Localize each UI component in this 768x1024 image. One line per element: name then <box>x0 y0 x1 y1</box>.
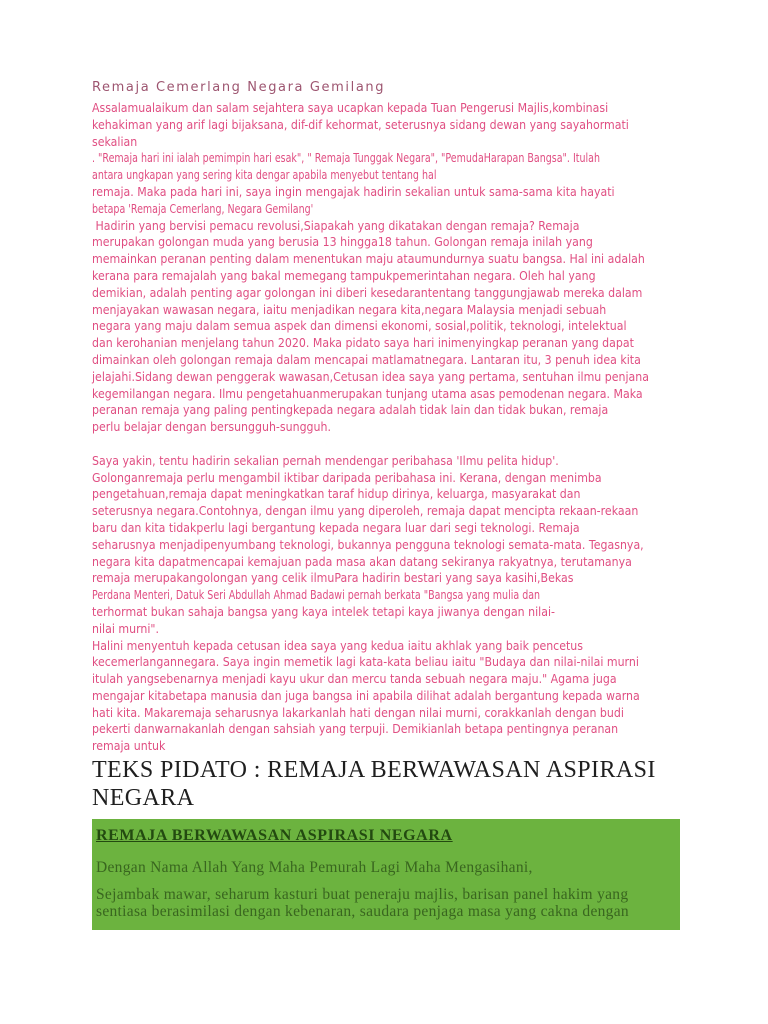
section-heading-line-2: NEGARA <box>92 784 195 811</box>
speech-line: dan kerohanian menjelang tahun 2020. Maka pidato saya hari inimenyingkap peranan yang dapat <box>92 335 634 351</box>
speech-line: . "Remaja hari ini ialah pemimpin hari esak", " Remaja Tunggak Negara", "PemudaHarapan Bangsa". Itulah <box>92 150 600 166</box>
speech-line: itulah yangsebenarnya menjadi kayu ukur dan mercu tanda sebuah negara maju." Agama juga <box>92 671 617 687</box>
speech-line: kehakiman yang arif lagi bijaksana, dif-dif kehormat, seterusnya sidang dewan yang sayahormati <box>92 116 629 132</box>
speech-line: remaja untuk <box>92 738 166 754</box>
speech-line: nilai murni". <box>92 620 159 636</box>
highlighted-section-paragraph-2: Sejambak mawar, seharum kasturi buat peneraju majlis, barisan panel hakim yang sentiasa berasimilasi dengan kebenaran, saudara penjaga masa yang cakna dengan <box>96 886 629 920</box>
speech-line: kegemilangan negara. Ilmu pengetahuanmerupakan tunjang utama asas pemodenan negara. Maka <box>92 385 643 401</box>
speech-line: Perdana Menteri, Datuk Seri Abdullah Ahmad Badawi pernah berkata "Bangsa yang mulia dan <box>92 587 541 603</box>
speech-line: antara ungkapan yang sering kita dengar apabila menyebut tentang hal <box>92 167 437 183</box>
section-heading <box>92 757 682 812</box>
speech-line: dimainkan oleh golongan remaja dalam mencapai matlamatnegara. Lantaran itu, 3 penuh idea kita <box>92 351 641 367</box>
speech-line: terhormat bukan sahaja bangsa yang kaya intelek tetapi kaya jiwanya dengan nilai- <box>92 603 556 619</box>
speech-line: betapa 'Remaja Cemerlang, Negara Gemilang' <box>92 200 314 216</box>
speech-line: sekalian <box>92 133 138 149</box>
section-heading-line-1: TEKS PIDATO : REMAJA BERWAWASAN ASPIRASI <box>92 757 656 784</box>
speech-line: seterusnya negara.Contohnya, dengan ilmu yang diperoleh, remaja dapat mencipta rekaan-rekaan <box>92 503 639 519</box>
highlighted-section-paragraph-1: Dengan Nama Allah Yang Maha Pemurah Lagi Maha Mengasihani, <box>96 859 533 877</box>
speech-line: kerana para remajalah yang bakal memegang tampukpemerintahan negara. Oleh hal yang <box>92 267 596 283</box>
speech-line <box>92 436 682 453</box>
speech-line: kecemerlangannegara. Saya ingin memetik lagi kata-kata beliau iaitu "Budaya dan nilai-nilai murni <box>92 654 639 670</box>
speech-line: jelajahi.Sidang dewan penggerak wawasan,Cetusan idea saya yang pertama, sentuhan ilmu penjana <box>92 368 649 384</box>
speech-line: peranan remaja yang paling pentingkepada negara adalah tidak lain dan tidak bukan, remaja <box>92 402 609 418</box>
speech-line: remaja merupakangolongan yang celik ilmuPara hadirin bestari yang saya kasihi,Bekas <box>92 570 574 586</box>
document-title: Remaja Cemerlang Negara Gemilang <box>92 80 386 95</box>
speech-line: negara kita dapatmencapai kemajuan pada masa akan datang sekiranya rakyatnya, terutamanya <box>92 553 632 569</box>
speech-line: perlu belajar dengan bersungguh-sungguh. <box>92 419 331 435</box>
speech-line: Hadirin yang bervisi pemacu revolusi,Siapakah yang dikatakan dengan remaja? Remaja <box>92 217 580 233</box>
speech-line: remaja. Maka pada hari ini, saya ingin mengajak hadirin sekalian untuk sama-sama kita hayati <box>92 183 615 199</box>
speech-line: baru dan kita tidakperlu lagi bergantung kepada negara luar dari segi teknologi. Remaja <box>92 519 580 535</box>
speech-line: mengajar kitabetapa manusia dan juga bangsa ini apabila dilihat adalah bergantung kepada warna <box>92 687 640 703</box>
speech-line: Halini menyentuh kepada cetusan idea saya yang kedua iaitu akhlak yang baik pencetus <box>92 637 584 653</box>
speech-line: negara yang maju dalam semua aspek dan dimensi ekonomi, sosial,politik, teknologi, intelektual <box>92 318 627 334</box>
speech-line: Saya yakin, tentu hadirin sekalian pernah mendengar peribahasa 'Ilmu pelita hidup'. <box>92 452 559 468</box>
highlighted-section <box>92 819 680 930</box>
speech-line: Golonganremaja perlu mengambil iktibar daripada peribahasa ini. Kerana, dengan menimba <box>92 469 602 485</box>
speech-line: memainkan peranan penting dalam menentukan maju ataumundurnya suatu bangsa. Hal ini adalah <box>92 251 645 267</box>
speech-line: pekerti danwarnakanlah dengan sahsiah yang terpuji. Demikianlah betapa pentingnya peranan <box>92 721 619 737</box>
speech-line: Assalamualaikum dan salam sejahtera saya ucapkan kepada Tuan Pengerusi Majlis,kombinasi <box>92 100 609 115</box>
speech-line: merupakan golongan muda yang berusia 13 hingga18 tahun. Golongan remaja inilah yang <box>92 234 593 250</box>
speech-line: menjayakan wawasan negara, iaitu menjadikan negara kita,negara Malaysia menjadi sebuah <box>92 301 607 317</box>
speech-line: pengetahuan,remaja dapat meningkatkan taraf hidup dirinya, keluarga, masyarakat dan <box>92 486 581 502</box>
speech-line: seharusnya menjadipenyumbang teknologi, bukannya pengguna teknologi semata-mata. Tegasnya, <box>92 536 644 552</box>
speech-body <box>92 100 682 755</box>
speech-line: hati kita. Makaremaja seharusnya lakarkanlah hati dengan nilai murni, corakkanlah dengan budi <box>92 704 624 720</box>
speech-line: demikian, adalah penting agar golongan ini diberi kesedarantentang tanggungjawab mereka dalam <box>92 284 643 300</box>
highlighted-section-heading: REMAJA BERWAWASAN ASPIRASI NEGARA <box>96 827 453 845</box>
